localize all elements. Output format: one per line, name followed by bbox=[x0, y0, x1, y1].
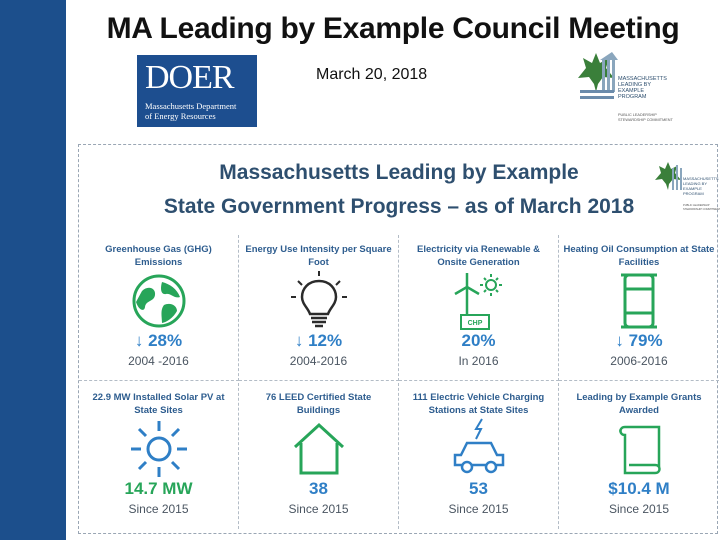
svg-text:STEWARDSHIP COMMITMENT: STEWARDSHIP COMMITMENT bbox=[618, 118, 673, 122]
metric-card-leed bbox=[239, 383, 399, 529]
metric-label: Electricity via Renewable & Onsite Generation bbox=[416, 244, 541, 268]
svg-text:PUBLIC LEADERSHIP: PUBLIC LEADERSHIP bbox=[683, 204, 710, 207]
svg-text:PROGRAM: PROGRAM bbox=[683, 191, 704, 196]
lbe-program-logo bbox=[572, 50, 673, 130]
metric-period: 2004 -2016 bbox=[128, 354, 189, 368]
metric-label: 22.9 MW Installed Solar PV at State Sites bbox=[92, 392, 225, 416]
svg-text:STEWARDSHIP COMMITMENT: STEWARDSHIP COMMITMENT bbox=[683, 208, 720, 211]
svg-text:LEADING BY: LEADING BY bbox=[618, 82, 652, 88]
metric-value: 38 bbox=[309, 479, 328, 498]
lightbulb-icon bbox=[287, 269, 351, 333]
meeting-date: March 20, 2018 bbox=[316, 66, 428, 83]
infographic-subtitle: State Government Progress – as of March 2018 bbox=[163, 195, 635, 218]
infographic-title: Massachusetts Leading by Example bbox=[219, 161, 579, 184]
scroll-icon bbox=[607, 417, 671, 481]
metric-period: Since 2015 bbox=[448, 502, 509, 516]
left-accent-bar bbox=[0, 0, 66, 540]
metric-value: ↓ 79% bbox=[615, 331, 663, 350]
metric-period: Since 2015 bbox=[128, 502, 189, 516]
metric-card-ev-charging bbox=[399, 383, 559, 529]
metric-value: 14.7 MW bbox=[124, 479, 193, 498]
metric-label: 111 Electric Vehicle Charging Stations at State Sites bbox=[412, 392, 545, 416]
svg-text:EXAMPLE: EXAMPLE bbox=[683, 186, 702, 191]
house-icon bbox=[287, 417, 351, 481]
globe-icon bbox=[127, 269, 191, 333]
metric-label: Leading by Example Grants Awarded bbox=[576, 392, 702, 416]
svg-text:MASSACHUSETTS: MASSACHUSETTS bbox=[618, 76, 667, 82]
svg-text:PROGRAM: PROGRAM bbox=[618, 94, 647, 100]
metric-value: 53 bbox=[469, 479, 488, 498]
metric-period: Since 2015 bbox=[288, 502, 349, 516]
doer-logo bbox=[137, 55, 257, 127]
progress-infographic bbox=[78, 144, 718, 534]
electric-car-icon bbox=[447, 417, 511, 481]
metric-card-heating-oil bbox=[559, 235, 719, 381]
doer-logo-mark: DOER bbox=[145, 59, 234, 96]
metric-value: $10.4 M bbox=[608, 479, 670, 498]
lbe-program-logo-small bbox=[652, 160, 720, 216]
metric-period: 2004-2016 bbox=[289, 354, 348, 368]
svg-text:LEADING BY: LEADING BY bbox=[683, 181, 708, 186]
renewables-chp-icon bbox=[447, 269, 511, 333]
metric-value: ↓ 12% bbox=[294, 331, 343, 350]
metric-label: Greenhouse Gas (GHG) Emissions bbox=[105, 244, 212, 268]
metric-card-energy-use bbox=[239, 235, 399, 381]
svg-text:PUBLIC LEADERSHIP: PUBLIC LEADERSHIP bbox=[618, 113, 657, 117]
svg-text:MASSACHUSETTS: MASSACHUSETTS bbox=[683, 176, 719, 181]
metric-period: In 2016 bbox=[458, 354, 499, 368]
oil-barrel-icon bbox=[607, 269, 671, 333]
metric-value: ↓ 28% bbox=[134, 331, 183, 350]
metric-card-solar bbox=[79, 383, 239, 529]
metric-label: Energy Use Intensity per Square Foot bbox=[245, 244, 392, 268]
metric-label: 76 LEED Certified State Buildings bbox=[265, 392, 372, 416]
metric-period: Since 2015 bbox=[608, 502, 670, 516]
metric-card-renewable bbox=[399, 235, 559, 381]
svg-text:EXAMPLE: EXAMPLE bbox=[618, 88, 644, 94]
metric-card-grants bbox=[559, 383, 719, 529]
slide-title: MA Leading by Example Council Meeting bbox=[106, 12, 680, 45]
metric-card-ghg bbox=[79, 235, 239, 381]
svg-text:CHP: CHP bbox=[467, 320, 482, 327]
metric-period: 2006-2016 bbox=[610, 354, 668, 368]
sun-icon bbox=[127, 417, 191, 481]
doer-logo-text: Massachusetts Department of Energy Resources bbox=[145, 101, 237, 121]
metric-label: Heating Oil Consumption at State Facilities bbox=[563, 244, 715, 268]
metric-value: 20% bbox=[461, 331, 496, 350]
